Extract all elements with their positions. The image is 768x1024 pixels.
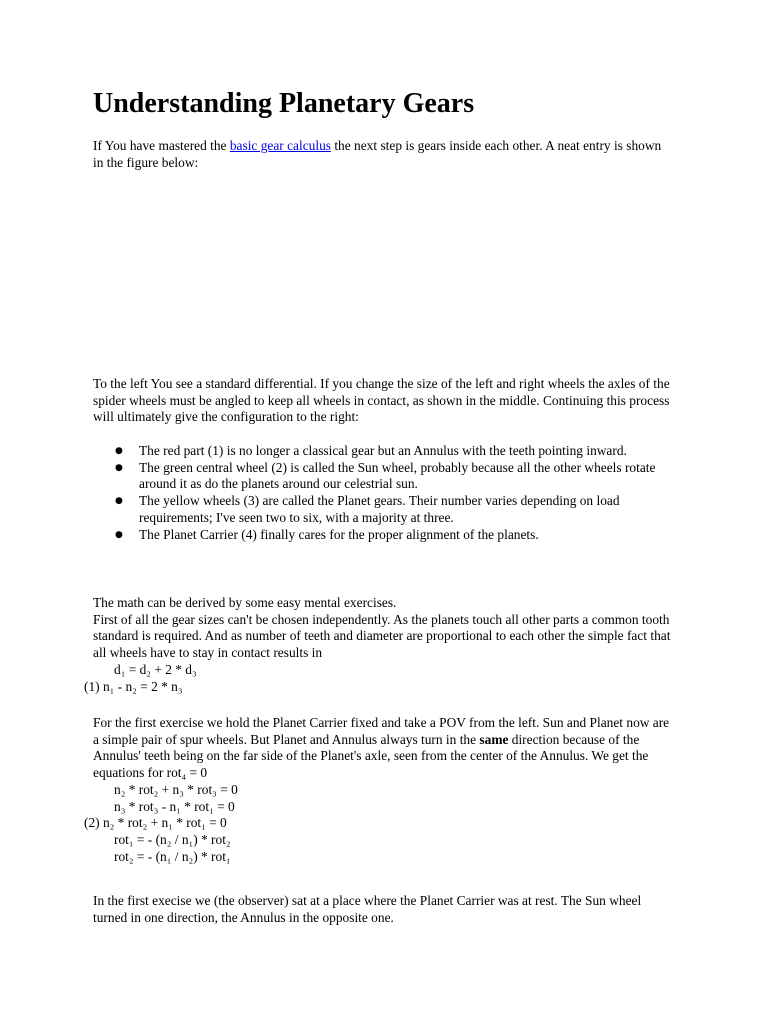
list-item: [93, 460, 673, 493]
math-intro: The math can be derived by some easy mental exercises.: [93, 595, 397, 610]
list-item-text: The Planet Carrier (4) finally cares for the proper alignment of the planets.: [139, 526, 539, 542]
bullet-icon: ●: [115, 496, 123, 507]
figure-placeholder: [93, 180, 673, 370]
emphasis-same: same: [479, 731, 509, 747]
bullet-icon: ●: [115, 529, 123, 540]
list-item-text: The green central wheel (2) is called the Sun wheel, probably because all the other wheels rotate around it as do the planets around our celestrial sun.: [139, 459, 656, 492]
exercise-section: [84, 715, 673, 865]
exercise-paragraph: [93, 715, 673, 782]
equation-a: n₂ * rot₂ + n₃ * rot₃ = 0: [114, 781, 238, 797]
list-item-text: The yellow wheels (3) are called the Planet gears. Their number varies depending on load requirements; I've seen two to six, with a majority at three.: [139, 493, 620, 525]
intro-text-after-link: the next step is gears inside each other. A neat entry is shown in the figure below:: [93, 138, 662, 170]
intro-paragraph: [93, 138, 673, 171]
list-item: [93, 493, 673, 526]
page-title: Understanding Planetary Gears: [93, 88, 475, 119]
equation-2: (2) n₂ * rot₂ + n₁ * rot₁ = 0: [84, 815, 227, 831]
list-item: [93, 527, 673, 544]
closing-paragraph: In the first execise we (the observer) sat at a place where the Planet Carrier was at rest. The Sun wheel turned in one direction, the Annulus in the opposite one.: [93, 893, 642, 925]
math-paragraph: First of all the gear sizes can't be chosen independently. As the planets touch all other parts a common tooth standard is required. And as number of teeth and diameter are proportional to each other the simple fact that all wheels have to stay in contact results in: [93, 611, 671, 661]
equation-b: n₃ * rot₃ - n₁ * rot₁ = 0: [114, 798, 235, 814]
list-item-text: The red part (1) is no longer a classical gear but an Annulus with the teeth pointing inward.: [139, 443, 627, 458]
bullet-icon: ●: [115, 462, 123, 473]
math-section: [84, 595, 673, 695]
exercise-text-part1: For the first exercise we hold the Planet Carrier fixed and take a POV from the left. Sun and Planet now are a simple pair of spur wheels. But Planet and Annulus always turn in the: [93, 715, 670, 747]
equation-rot2: rot₂ = - (n₁ / n₂) * rot₁: [114, 848, 231, 864]
bullet-icon: ●: [115, 446, 123, 456]
equation-rot1: rot₁ = - (n₂ / n₁) * rot₂: [114, 831, 231, 847]
basic-gear-calculus-link[interactable]: basic gear calculus: [229, 138, 331, 153]
equation-1: (1) n₁ - n₂ = 2 * n₃: [84, 678, 183, 694]
exercise-text-part2: direction because of the Annulus' teeth being on the far side of the Planet's axle, seen from the center of the Annulus. We get the equations for rot₄ = 0: [93, 731, 649, 781]
gear-parts-list: [93, 443, 673, 543]
equation-diameters: d₁ = d₂ + 2 * d₃: [114, 661, 197, 677]
list-item: [93, 443, 673, 460]
differential-paragraph: To the left You see a standard differential. If you change the size of the left and right wheels the axles of the spider wheels must be angled to keep all wheels in contact, as shown in the middle. Continuing this process will ultimately give the configuration to the right:: [93, 376, 670, 425]
intro-text-before-link: If You have mastered the: [93, 138, 230, 153]
